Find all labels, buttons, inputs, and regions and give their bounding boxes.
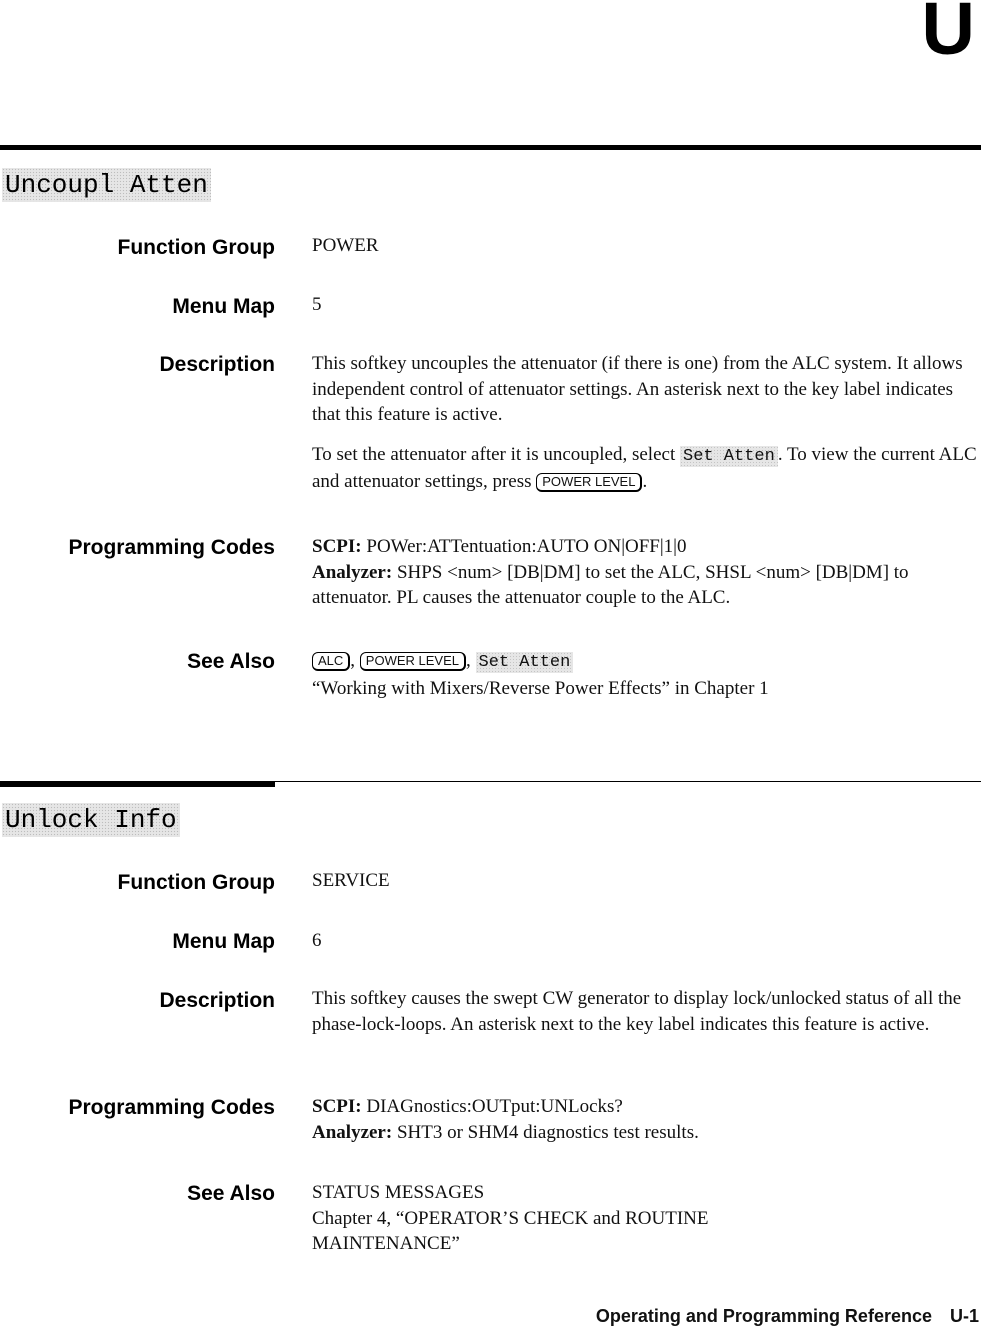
analyzer-command: SHT3 or SHM4 diagnostics test results.: [396, 1121, 699, 1143]
analyzer-command: SHPS <num> [DB|DM] to set the ALC, SHSL <num> [DB|DM] to attenuator. PL causes the attenuator couple to the ALC.: [312, 561, 909, 608]
description-block: [312, 351, 981, 495]
chapter-letter: U: [921, 0, 975, 70]
label-menu-map: Menu Map: [172, 930, 275, 953]
see-also-separator: ,: [466, 650, 471, 671]
label-menu-map: Menu Map: [172, 295, 275, 318]
analyzer-label: Analyzer:: [312, 561, 393, 583]
scpi-label: SCPI:: [312, 536, 362, 557]
power-level-key[interactable]: POWER LEVEL: [360, 652, 466, 671]
scpi-line: [312, 1094, 981, 1120]
see-also-reference: Chapter 4, “OPERATOR’S CHECK and ROUTINE MAINTENANCE”: [312, 1207, 709, 1254]
label-see-also: See Also: [187, 650, 275, 673]
page-number: U-1: [949, 1306, 979, 1326]
section-divider-thin: [275, 781, 981, 782]
description-text: .: [642, 471, 648, 492]
alc-key[interactable]: ALC: [312, 652, 350, 671]
power-level-key[interactable]: POWER LEVEL: [536, 473, 642, 492]
label-description: Description: [159, 353, 275, 376]
scpi-line: [312, 534, 981, 560]
description-text: To set the attenuator after it is uncoupled, select: [312, 443, 676, 465]
section-title-uncoupl-atten: Uncoupl Atten: [2, 168, 211, 202]
see-also-block: [312, 1180, 832, 1257]
programming-codes-block: [312, 1094, 981, 1145]
analyzer-line: [312, 560, 981, 611]
label-see-also: See Also: [187, 1182, 275, 1205]
analyzer-label: Analyzer:: [312, 1121, 393, 1143]
description-block: [312, 986, 981, 1037]
page-footer: [596, 1306, 979, 1327]
function-group-value: POWER: [312, 235, 379, 256]
see-also-keys: [312, 648, 981, 676]
label-function-group: Function Group: [117, 236, 275, 259]
description-paragraph: [312, 442, 981, 495]
see-also-block: [312, 648, 981, 701]
scpi-label: SCPI:: [312, 1096, 362, 1117]
see-also-separator: ,: [350, 650, 356, 671]
scpi-command: DIAGnostics:OUTput:UNLocks?: [366, 1096, 623, 1117]
section-divider: [0, 145, 981, 150]
description-paragraph: This softkey causes the swept CW generator to display lock/unlocked status of all the phase-lock-loops. An asterisk next to the key label indicates this feature is active.: [312, 988, 962, 1035]
set-atten-softkey[interactable]: Set Atten: [680, 446, 778, 467]
menu-map-value: 5: [312, 294, 322, 315]
menu-map-value: 6: [312, 930, 322, 951]
see-also-reference: STATUS MESSAGES: [312, 1182, 485, 1203]
see-also-reference: “Working with Mixers/Reverse Power Effects” in Chapter 1: [312, 677, 769, 699]
analyzer-line: [312, 1120, 981, 1146]
scpi-command: POWer:ATTentuation:AUTO ON|OFF|1|0: [366, 536, 687, 557]
label-programming-codes: Programming Codes: [68, 536, 275, 559]
label-description: Description: [159, 989, 275, 1012]
label-function-group: Function Group: [117, 871, 275, 894]
section-divider: [0, 781, 275, 787]
programming-codes-block: [312, 534, 981, 611]
description-paragraph: This softkey uncouples the attenuator (if there is one) from the ALC system. It allows independent control of attenuator settings. An asterisk next to the key label indicates that this feature is active.: [312, 353, 963, 425]
label-programming-codes: Programming Codes: [68, 1096, 275, 1119]
set-atten-softkey[interactable]: Set Atten: [476, 652, 574, 673]
function-group-value: SERVICE: [312, 870, 390, 891]
section-title-unlock-info: Unlock Info: [2, 803, 180, 837]
footer-title: Operating and Programming Reference: [595, 1306, 932, 1326]
description-text: . To view the current ALC and attenuator settings, press: [312, 443, 977, 492]
